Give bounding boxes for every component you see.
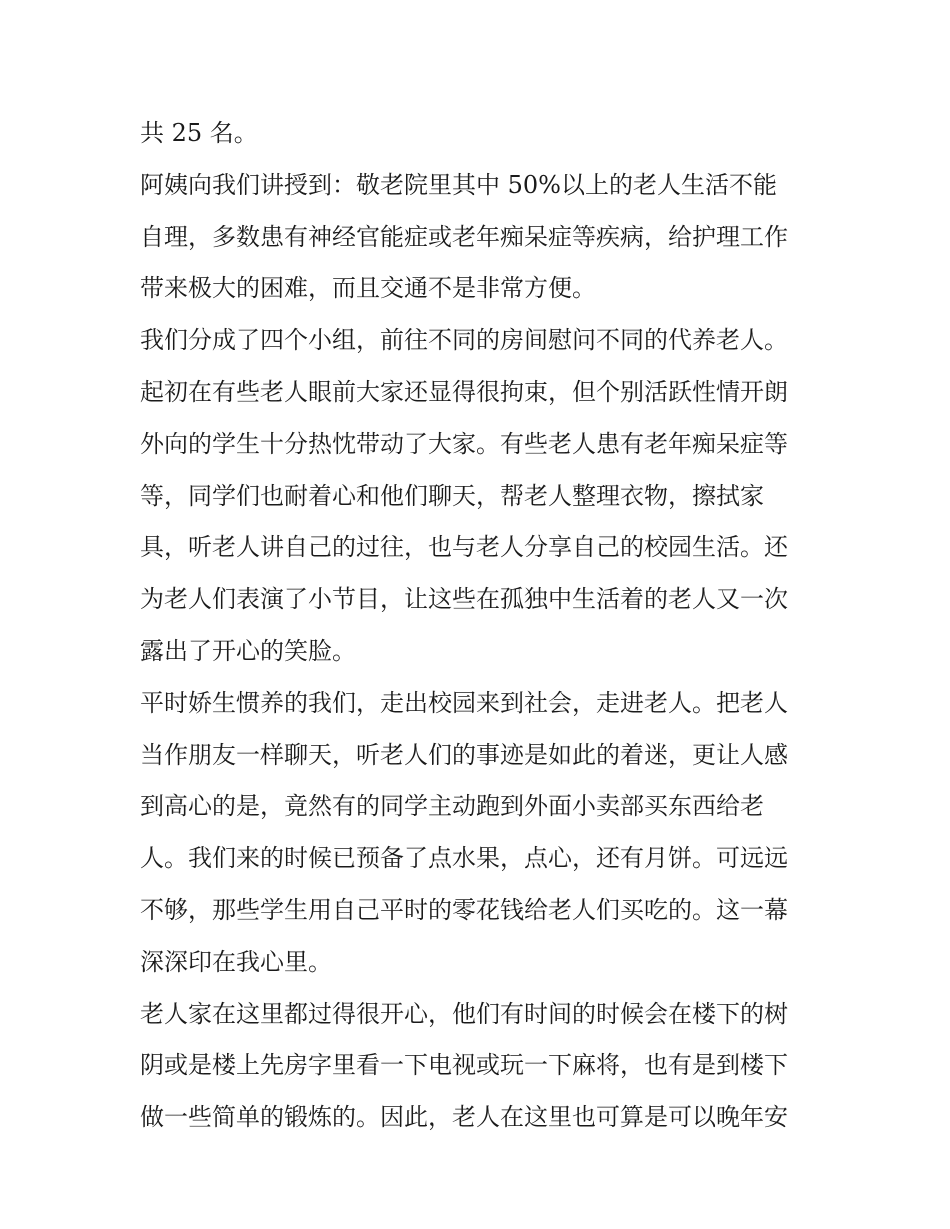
text-line: 外向的学生十分热忱带动了大家。有些老人患有老年痴呆症等: [140, 429, 788, 458]
text-line: 我们分成了四个小组，前往不同的房间慰问不同的代养老人。: [140, 326, 788, 355]
text-line: 不够，那些学生用自己平时的零花钱给老人们买吃的。这一幕: [140, 895, 788, 924]
text-line: 人。我们来的时候已预备了点水果，点心，还有月饼。可远远: [140, 844, 788, 873]
body-text: [140, 108, 820, 1144]
text-line: 带来极大的困难，而且交通不是非常方便。: [140, 274, 596, 303]
text-line: 老人家在这里都过得很开心，他们有时间的时候会在楼下的树: [140, 999, 788, 1028]
text-line: 具，听老人讲自己的过往，也与老人分享自己的校园生活。还: [140, 533, 788, 562]
text-line: 深深印在我心里。: [140, 947, 332, 976]
text-line: 阴或是楼上先房字里看一下电视或玩一下麻将，也有是到楼下: [140, 1051, 788, 1080]
text-line: 起初在有些老人眼前大家还显得很拘束，但个别活跃性情开朗: [140, 377, 788, 406]
text-line: 做一些简单的锻炼的。因此，老人在这里也可算是可以晚年安: [140, 1103, 788, 1132]
text-line: 当作朋友一样聊天，听老人们的事迹是如此的着迷，更让人感: [140, 740, 788, 769]
text-line: 自理，多数患有神经官能症或老年痴呆症等疾病，给护理工作: [140, 222, 788, 251]
text-line: 阿姨向我们讲授到：敬老院里其中 50%以上的老人生活不能: [140, 170, 777, 199]
text-line: 露出了开心的笑脸。: [140, 636, 356, 665]
text-line: 到高心的是，竟然有的同学主动跑到外面小卖部买东西给老: [140, 792, 764, 821]
text-line: 平时娇生惯养的我们，走出校园来到社会，走进老人。把老人: [140, 688, 788, 717]
text-line: 为老人们表演了小节目，让这些在孤独中生活着的老人又一次: [140, 585, 788, 614]
text-line: 等，同学们也耐着心和他们聊天，帮老人整理衣物，擦拭家: [140, 481, 764, 510]
text-line: 共 25 名。: [140, 119, 258, 147]
